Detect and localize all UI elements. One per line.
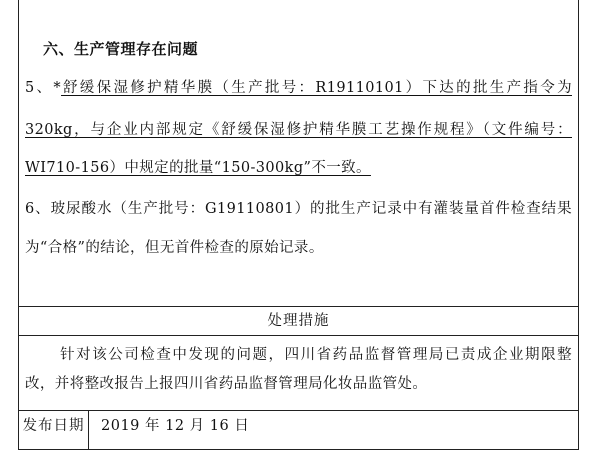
section-heading: 六、生产管理存在问题: [43, 40, 199, 58]
measures-title: 处理措施: [19, 307, 578, 336]
inspection-notice-table: [18, 0, 579, 450]
item-5-line-3: WI710-156）中规定的批量“150-300kg”不一致。: [25, 160, 371, 176]
item-5-text-1: 舒缓保湿修护精华膜（生产批号：R19110101）下达的批生产指令为: [61, 80, 572, 96]
item-5-line-2: 320kg，与企业内部规定《舒缓保湿修护精华膜工艺操作规程》（文件编号：: [25, 122, 572, 138]
measures-section: [19, 336, 578, 411]
measures-line-2: 改，并将整改报告上报四川省药品监督管理局化妆品监管处。: [25, 376, 428, 392]
production-problems-section: [19, 0, 578, 307]
release-date-value: 2019 年 12 月 16 日: [101, 418, 250, 434]
item-6-line-1: 6、玻尿酸水（生产批号：G19110801）的批生产记录中有灌装量首件检查结果: [25, 201, 572, 217]
release-date-label: 发布日期: [19, 411, 89, 449]
release-date-row: [19, 411, 578, 449]
measures-line-1: [25, 345, 572, 365]
item-6-line-2: 为“合格”的结论，但无首件检查的原始记录。: [25, 240, 324, 256]
item-5-line-1: [25, 78, 572, 98]
measures-text-1: 针对该公司检查中发现的问题，四川省药品监督管理局已责成企业期限整: [59, 347, 572, 363]
item-5-prefix: 5、*: [25, 80, 62, 96]
